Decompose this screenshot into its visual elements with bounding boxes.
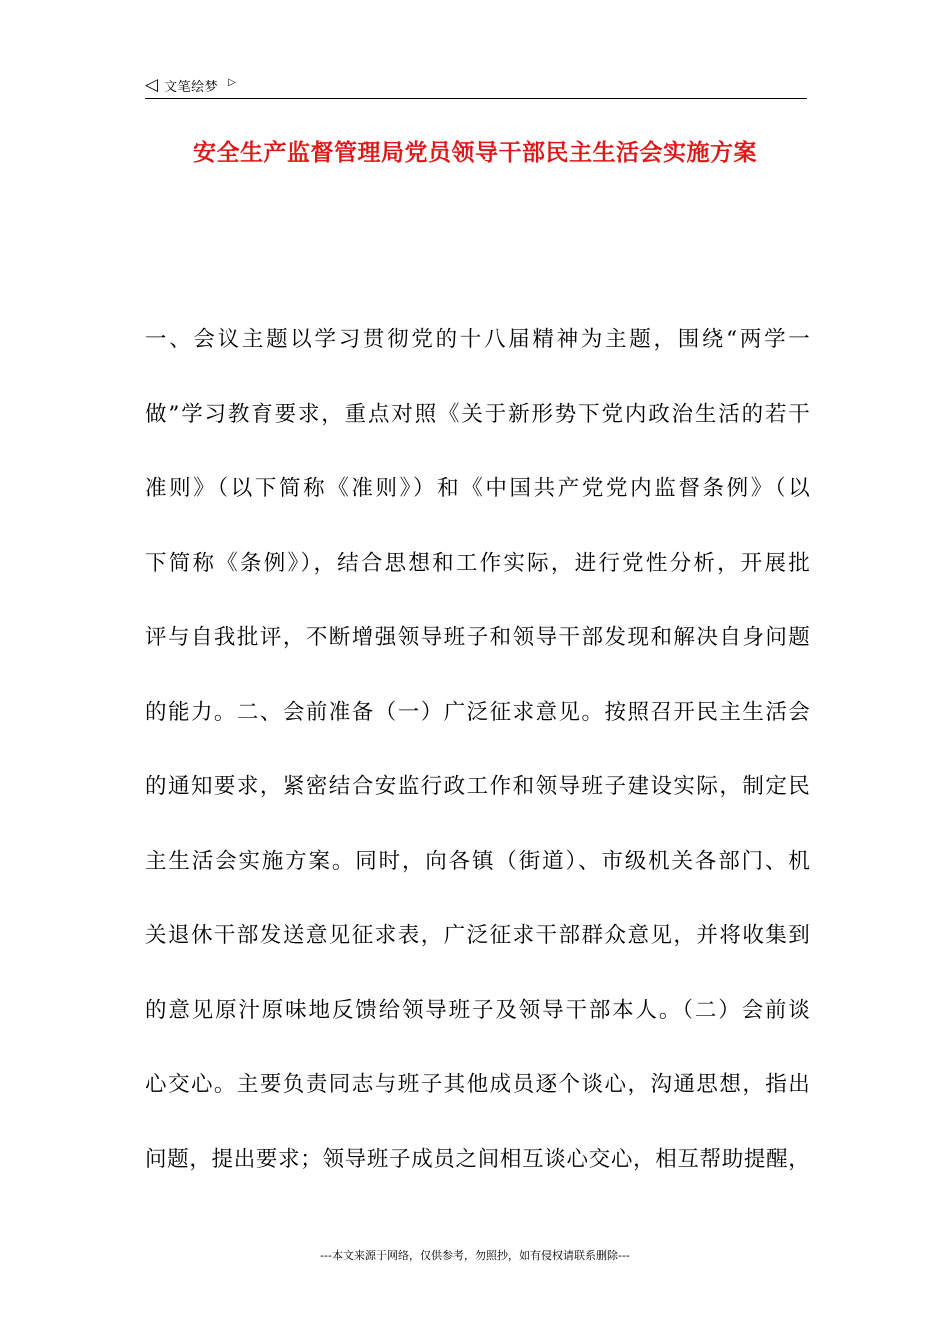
body-line: 准则》（以下简称《准则》）和《中国共产党党内监督条例》（以 bbox=[145, 476, 810, 501]
body-line: 的意见原汁原味地反馈给领导班子及领导干部本人。（二）会前谈 bbox=[145, 997, 810, 1023]
body-line: 一、会议主题以学习贯彻党的十八届精神为主题，围绕“两学一 bbox=[145, 327, 810, 352]
body-line: 下简称《条例》），结合思想和工作实际，进行党性分析，开展批 bbox=[145, 550, 810, 576]
right-triangle-icon: ▷ bbox=[228, 76, 236, 88]
page-footer-disclaimer: ---本文来源于网络，仅供参考，勿照抄，如有侵权请联系删除--- bbox=[320, 1249, 630, 1262]
document-body bbox=[145, 312, 810, 1206]
body-line: 的通知要求，紧密结合安监行政工作和领导班子建设实际，制定民 bbox=[145, 774, 810, 799]
page-header bbox=[145, 72, 807, 99]
body-line: 评与自我批评，不断增强领导班子和领导干部发现和解决自身问题 bbox=[145, 625, 810, 650]
body-line: 主生活会实施方案。同时，向各镇（街道）、市级机关各部门、机 bbox=[145, 848, 810, 874]
document-title: 安全生产监督管理局党员领导干部民主生活会实施方案 bbox=[193, 140, 757, 166]
body-line: 关退休干部发送意见征求表，广泛征求干部群众意见，并将收集到 bbox=[145, 923, 810, 948]
header-brand: 文笔绘梦 bbox=[164, 79, 219, 95]
body-line: 心交心。主要负责同志与班子其他成员逐个谈心，沟通思想，指出 bbox=[145, 1072, 810, 1097]
body-line: 做”学习教育要求，重点对照《关于新形势下党内政治生活的若干 bbox=[145, 401, 810, 427]
body-line: 的能力。二、会前准备（一）广泛征求意见。按照召开民主生活会 bbox=[145, 699, 810, 725]
body-line: 问题，提出要求；领导班子成员之间相互谈心交心，相互帮助提醒， bbox=[145, 1146, 810, 1172]
left-triangle-icon: ◁ bbox=[145, 74, 159, 95]
